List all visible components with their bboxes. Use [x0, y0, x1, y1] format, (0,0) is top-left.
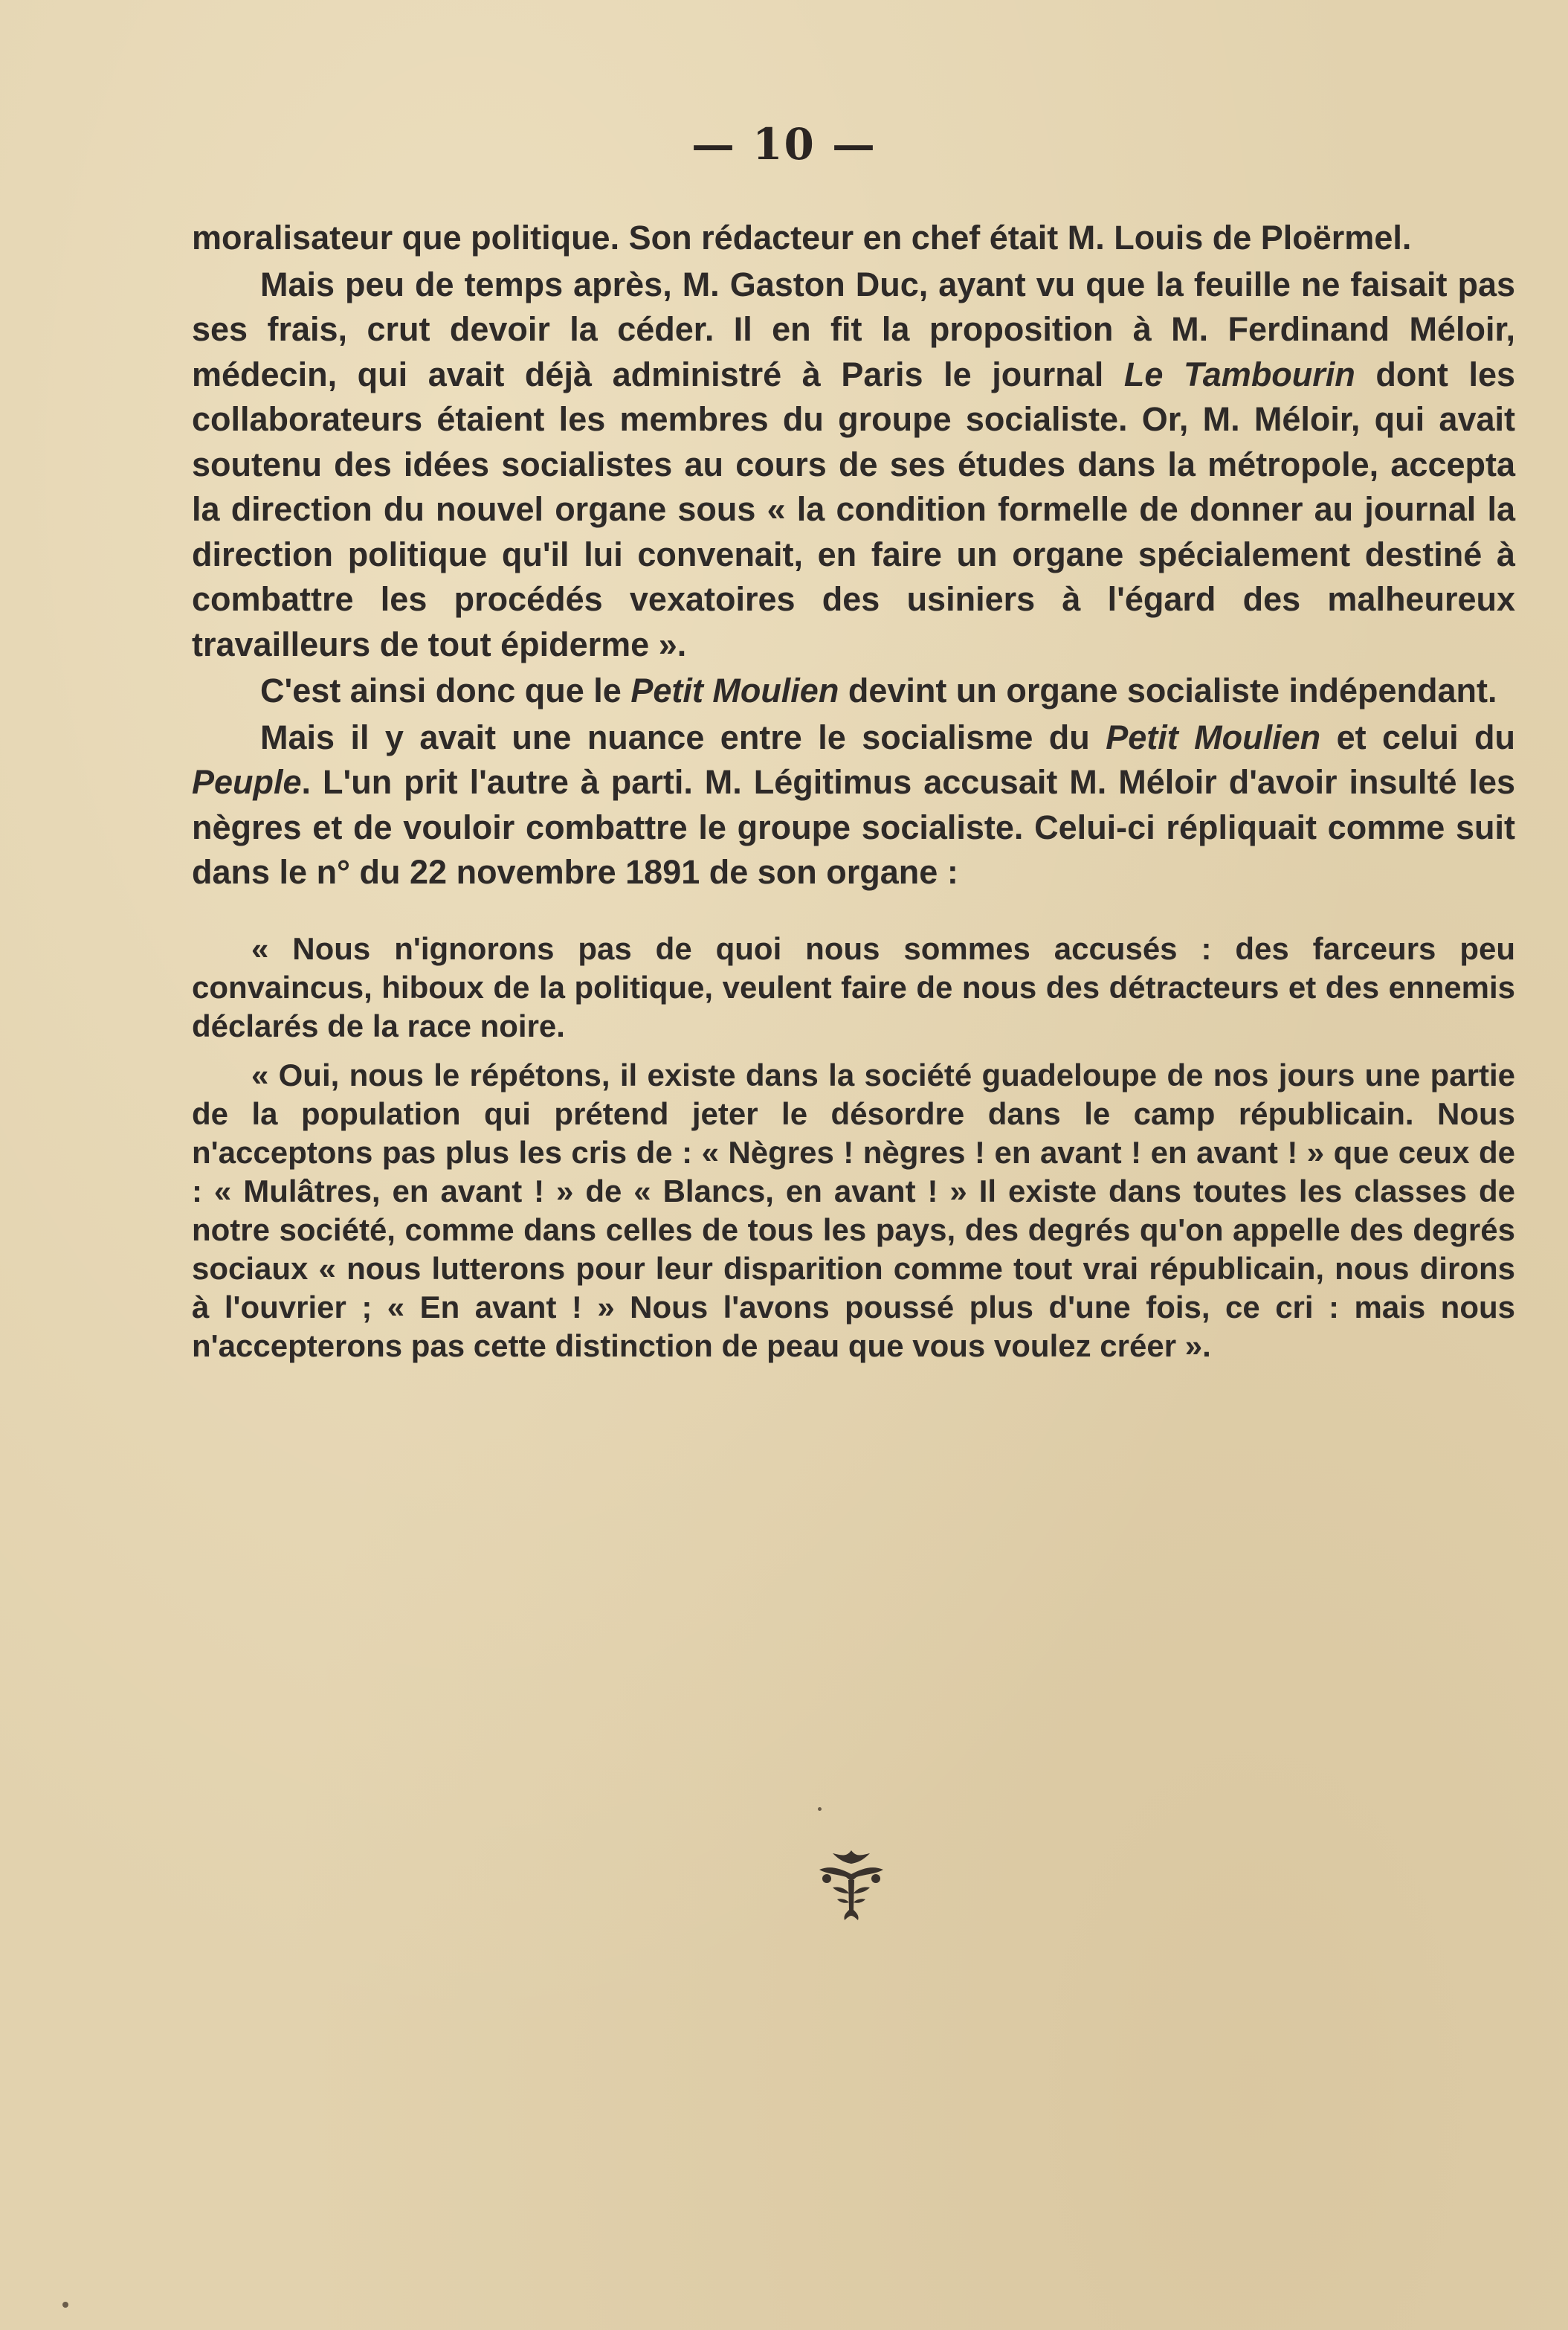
text-run: Mais il y avait une nuance entre le socialisme du [260, 718, 1106, 756]
text-run: Mais peu de temps après, M. Gaston Duc, ayant vu que la feuille ne faisait pas ses frais, crut devoir la céder. Il en fit la proposition à M. Ferdinand Méloir, médecin, qui avait déjà administré à Paris le journal [192, 265, 1515, 393]
main-text [192, 216, 1515, 1365]
body-paragraph [192, 263, 1515, 668]
body-paragraph [192, 669, 1515, 714]
paper-speck [62, 2302, 68, 2308]
paragraph-list [192, 216, 1515, 895]
italic-title: Peuple [192, 763, 302, 801]
paper-speck [818, 1807, 822, 1811]
body-paragraph [192, 216, 1515, 261]
quotation-block [192, 930, 1515, 1365]
quote-paragraph: « Oui, nous le répétons, il existe dans la société guadeloupe de nos jours une partie de la population qui prétend jeter le désordre dans le camp républicain. Nous n'acceptons pas plus les cris de : « Nègres ! nègres ! en avant ! en avant ! » que ceux de : « Mulâtres, en avant ! » de « Blancs, en avant ! » Il existe dans toutes les classes de notre société, comme dans celles de tous les pays, des degrés qu'on appelle des degrés sociaux « nous lutterons pour leur disparition comme tout vrai républicain, nous dirons à l'ouvrier ; « En avant ! » Nous l'avons poussé plus d'une fois, ce cri : mais nous n'accepterons pas cette distinction de peau que vous voulez créer ». [192, 1057, 1515, 1363]
italic-title: Petit Moulien [630, 672, 839, 709]
italic-title: Le Tambourin [1123, 355, 1355, 393]
text-run: devint un organe socialiste indépendant. [839, 672, 1497, 709]
quote-paragraph: « Nous n'ignorons pas de quoi nous sommes accusés : des farceurs peu convaincus, hiboux de la politique, veulent faire de nous des détracteurs et des ennemis déclarés de la race noire. [192, 930, 1515, 1043]
text-run: et celui du [1320, 718, 1515, 756]
body-paragraph [192, 715, 1515, 895]
text-run: . L'un prit l'autre à parti. M. Légitimus accusait M. Méloir d'avoir insulté les nègres et de vouloir combattre le groupe socialiste. Celui-ci répliquait comme suit dans le n° du 22 novembre 1891 de son organe : [192, 763, 1515, 891]
italic-title: Petit Moulien [1106, 718, 1321, 756]
page-number: — 10 — [691, 119, 877, 170]
text-run: C'est ainsi donc que le [260, 672, 631, 709]
text-run: dont les collaborateurs étaient les membres du groupe socialiste. Or, M. Méloir, qui avait soutenu des idées socialistes au cours de ses études dans la métropole, accepta la direction du nouvel organe sous « la condition formelle de donner au journal la direction politique qu'il lui convenait, en faire un organe spécialement destiné à combattre les procédés vexatoires des usiniers à l'égard des malheureux travailleurs de tout épiderme ». [192, 355, 1516, 663]
fleuron-ornament-icon [810, 1844, 892, 1926]
text-run: moralisateur que politique. Son rédacteur en chef était M. Louis de Ploërmel. [192, 219, 1412, 257]
